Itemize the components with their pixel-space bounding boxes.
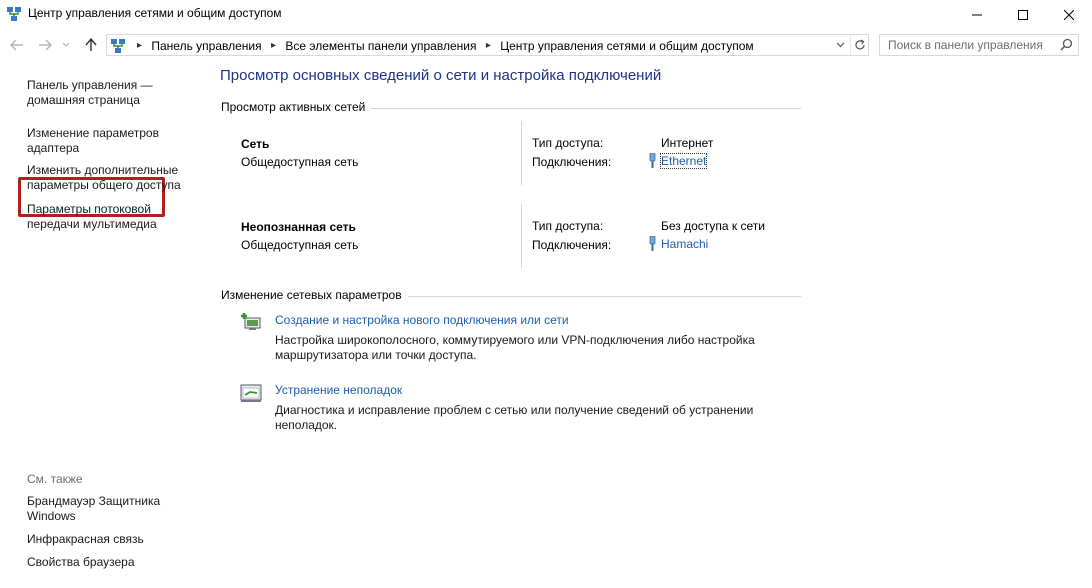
connections-label: Подключения: xyxy=(532,155,612,169)
connections-label: Подключения: xyxy=(532,238,612,252)
new-connection-icon xyxy=(240,312,262,334)
connection-name[interactable]: Hamachi xyxy=(661,237,709,251)
title-bar xyxy=(0,0,1092,30)
breadcrumb-separator-icon[interactable]: ▸ xyxy=(137,40,143,52)
page-title: Просмотр основных сведений о сети и настройка подключений xyxy=(220,67,662,84)
back-button[interactable] xyxy=(8,36,26,54)
refresh-icon xyxy=(854,39,866,51)
see-also-internet-options-link[interactable]: Свойства браузера xyxy=(27,555,135,569)
connection-name[interactable]: Ethernet xyxy=(661,154,707,168)
see-also-firewall-link[interactable]: Брандмауэр Защитника Windows xyxy=(27,494,161,523)
left-pane xyxy=(0,58,200,588)
breadcrumb-item[interactable]: Центр управления сетями и общим доступом xyxy=(500,38,754,53)
network-divider xyxy=(521,121,522,185)
close-icon xyxy=(1064,10,1074,20)
access-type-label: Тип доступа: xyxy=(532,136,604,150)
recent-locations-button[interactable] xyxy=(60,36,72,54)
access-type-value: Интернет xyxy=(661,136,714,150)
breadcrumb-item[interactable]: Панель управления xyxy=(151,38,262,53)
minimize-icon xyxy=(972,10,982,20)
forward-button[interactable] xyxy=(36,36,54,54)
breadcrumb xyxy=(131,38,754,53)
network-plug-icon xyxy=(648,236,657,251)
see-also-heading: См. также xyxy=(27,472,83,486)
breadcrumb-item[interactable]: Все элементы панели управления xyxy=(285,38,477,53)
network-plug-icon xyxy=(648,153,657,168)
maximize-button[interactable] xyxy=(1000,0,1046,30)
see-also-infrared-link[interactable]: Инфракрасная связь xyxy=(27,532,144,546)
control-panel-icon xyxy=(110,38,126,54)
minimize-button[interactable] xyxy=(954,0,1000,30)
change-adapter-settings-link[interactable]: Изменение параметров адаптера xyxy=(27,126,159,155)
troubleshoot-problems-link[interactable]: Устранение неполадок xyxy=(275,383,403,397)
breadcrumb-separator-icon[interactable]: ▸ xyxy=(270,40,276,52)
up-button[interactable] xyxy=(82,36,100,54)
media-streaming-options-link[interactable]: Параметры потоковой передачи мультимедиа xyxy=(27,202,157,231)
access-type-label: Тип доступа: xyxy=(532,219,604,233)
setup-new-connection-link[interactable]: Создание и настройка нового подключения или сети xyxy=(275,313,569,327)
setup-new-connection-description: Настройка широкополосного, коммутируемого или VPN-подключения либо настройка маршрутизатора или точки доступа. xyxy=(275,333,755,362)
network-divider xyxy=(521,204,522,268)
advanced-sharing-settings-link[interactable]: Изменить дополнительные параметры общего доступа xyxy=(27,163,181,192)
active-networks-heading: Просмотр активных сетей xyxy=(221,100,371,114)
window-title: Центр управления сетями и общим доступом xyxy=(28,6,282,20)
breadcrumb-separator-icon[interactable]: ▸ xyxy=(485,40,491,52)
network-type[interactable]: Общедоступная сеть xyxy=(241,238,359,252)
network-type[interactable]: Общедоступная сеть xyxy=(241,155,359,169)
access-type-value: Без доступа к сети xyxy=(661,219,765,233)
chevron-down-icon xyxy=(62,42,70,48)
search-input[interactable] xyxy=(880,35,1050,55)
control-panel-home-link[interactable]: Панель управления — домашняя страница xyxy=(27,78,153,107)
arrow-right-icon xyxy=(38,39,52,51)
change-settings-heading: Изменение сетевых параметров xyxy=(221,288,408,302)
arrow-left-icon xyxy=(10,39,24,51)
refresh-button[interactable] xyxy=(850,35,868,55)
address-bar[interactable] xyxy=(106,34,869,56)
chevron-down-icon xyxy=(836,42,845,48)
arrow-up-icon xyxy=(85,38,97,52)
navigation-bar xyxy=(0,32,1092,58)
network-name: Неопознанная сеть xyxy=(241,220,356,234)
ethernet-connection-link[interactable] xyxy=(648,153,706,168)
maximize-icon xyxy=(1018,10,1028,20)
troubleshoot-icon xyxy=(240,382,262,404)
network-center-icon xyxy=(6,6,22,22)
search-box xyxy=(879,34,1079,56)
network-name: Сеть xyxy=(241,137,270,151)
search-icon[interactable] xyxy=(1060,38,1073,51)
hamachi-connection-link[interactable] xyxy=(648,236,708,251)
close-button[interactable] xyxy=(1046,0,1092,30)
troubleshoot-problems-description: Диагностика и исправление проблем с сетью или получение сведений об устранении неполадок. xyxy=(275,403,754,432)
address-history-dropdown[interactable] xyxy=(832,35,848,55)
